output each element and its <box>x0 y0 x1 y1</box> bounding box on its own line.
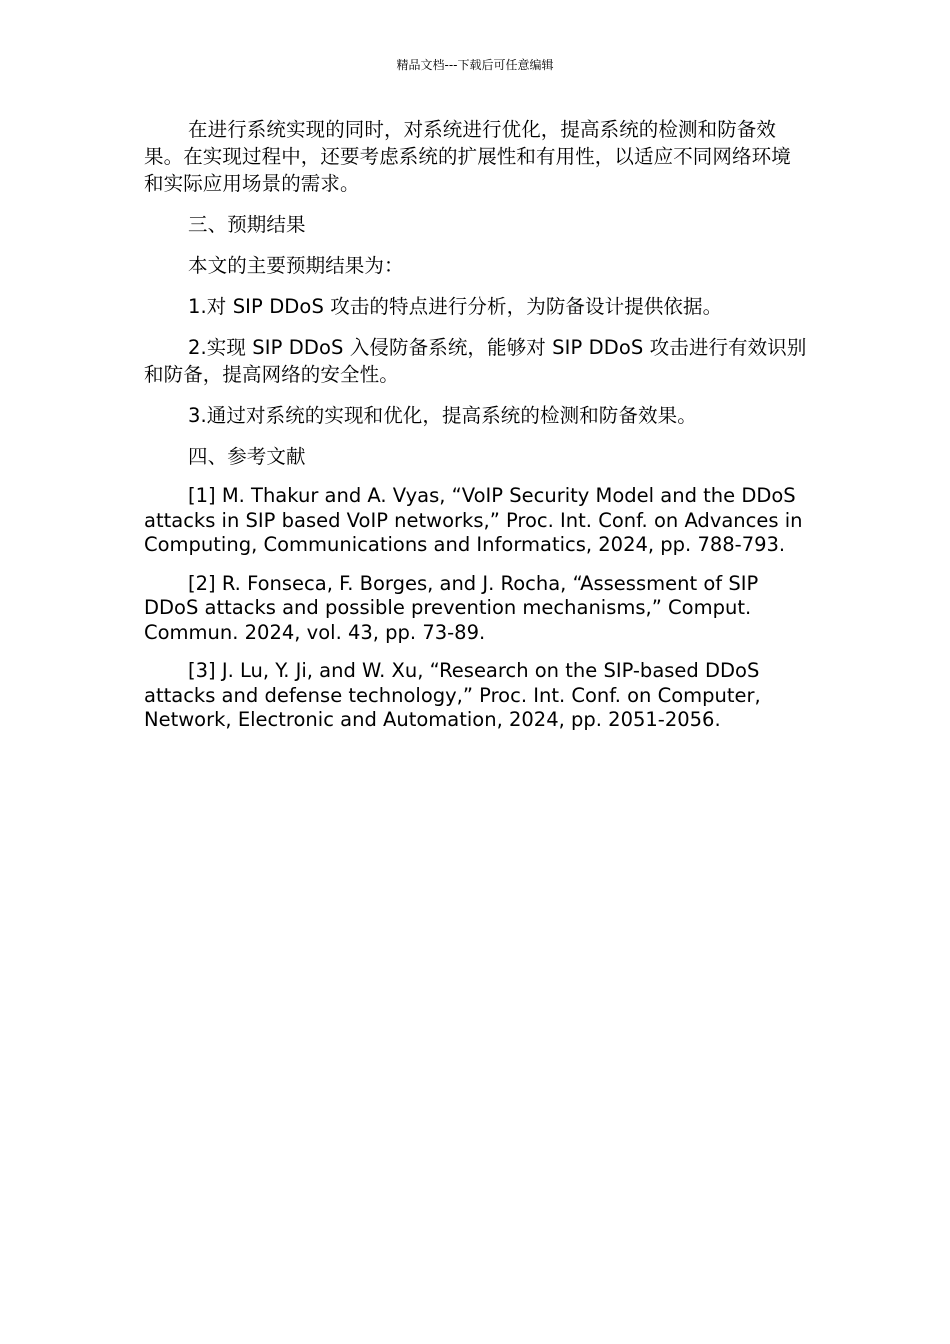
document-body <box>144 116 808 747</box>
reference-item-1: [1] M. Thakur and A. Vyas, “VoIP Security Model and the DDoS attacks in SIP based VoIP networks,” Proc. Int. Conf. on Advances in Computing, Communications and Informatics, 2024, pp. 788-793. <box>144 484 803 556</box>
expected-results-intro: 本文的主要预期结果为： <box>188 254 404 277</box>
result-item-3: 3.通过对系统的实现和优化，提高系统的检测和防备效果。 <box>188 404 697 427</box>
section-heading-expected-results: 三、预期结果 <box>188 213 306 236</box>
result-item-1: 1.对 SIP DDoS 攻击的特点进行分析，为防备设计提供依据。 <box>188 295 723 318</box>
page-header: 精品文档---下载后可任意编辑 <box>396 58 554 72</box>
reference-item-3: [3] J. Lu, Y. Ji, and W. Xu, “Research on the SIP-based DDoS attacks and defense technology,” Proc. Int. Conf. on Computer, Network, Electronic and Automation, 2024, pp. 2051-2056. <box>144 659 761 731</box>
section-heading-references: 四、参考文献 <box>188 445 306 468</box>
result-item-2: 2.实现 SIP DDoS 入侵防备系统，能够对 SIP DDoS 攻击进行有效识别和防备，提高网络的安全性。 <box>144 336 807 386</box>
reference-item-2: [2] R. Fonseca, F. Borges, and J. Rocha, “Assessment of SIP DDoS attacks and possible prevention mechanisms,” Comput. Commun. 2024, vol. 43, pp. 73-89. <box>144 571 759 644</box>
intro-paragraph: 在进行系统实现的同时，对系统进行优化，提高系统的检测和防备效果。在实现过程中，还要考虑系统的扩展性和有用性，以适应不同网络环境和实际应用场景的需求。 <box>144 118 791 195</box>
